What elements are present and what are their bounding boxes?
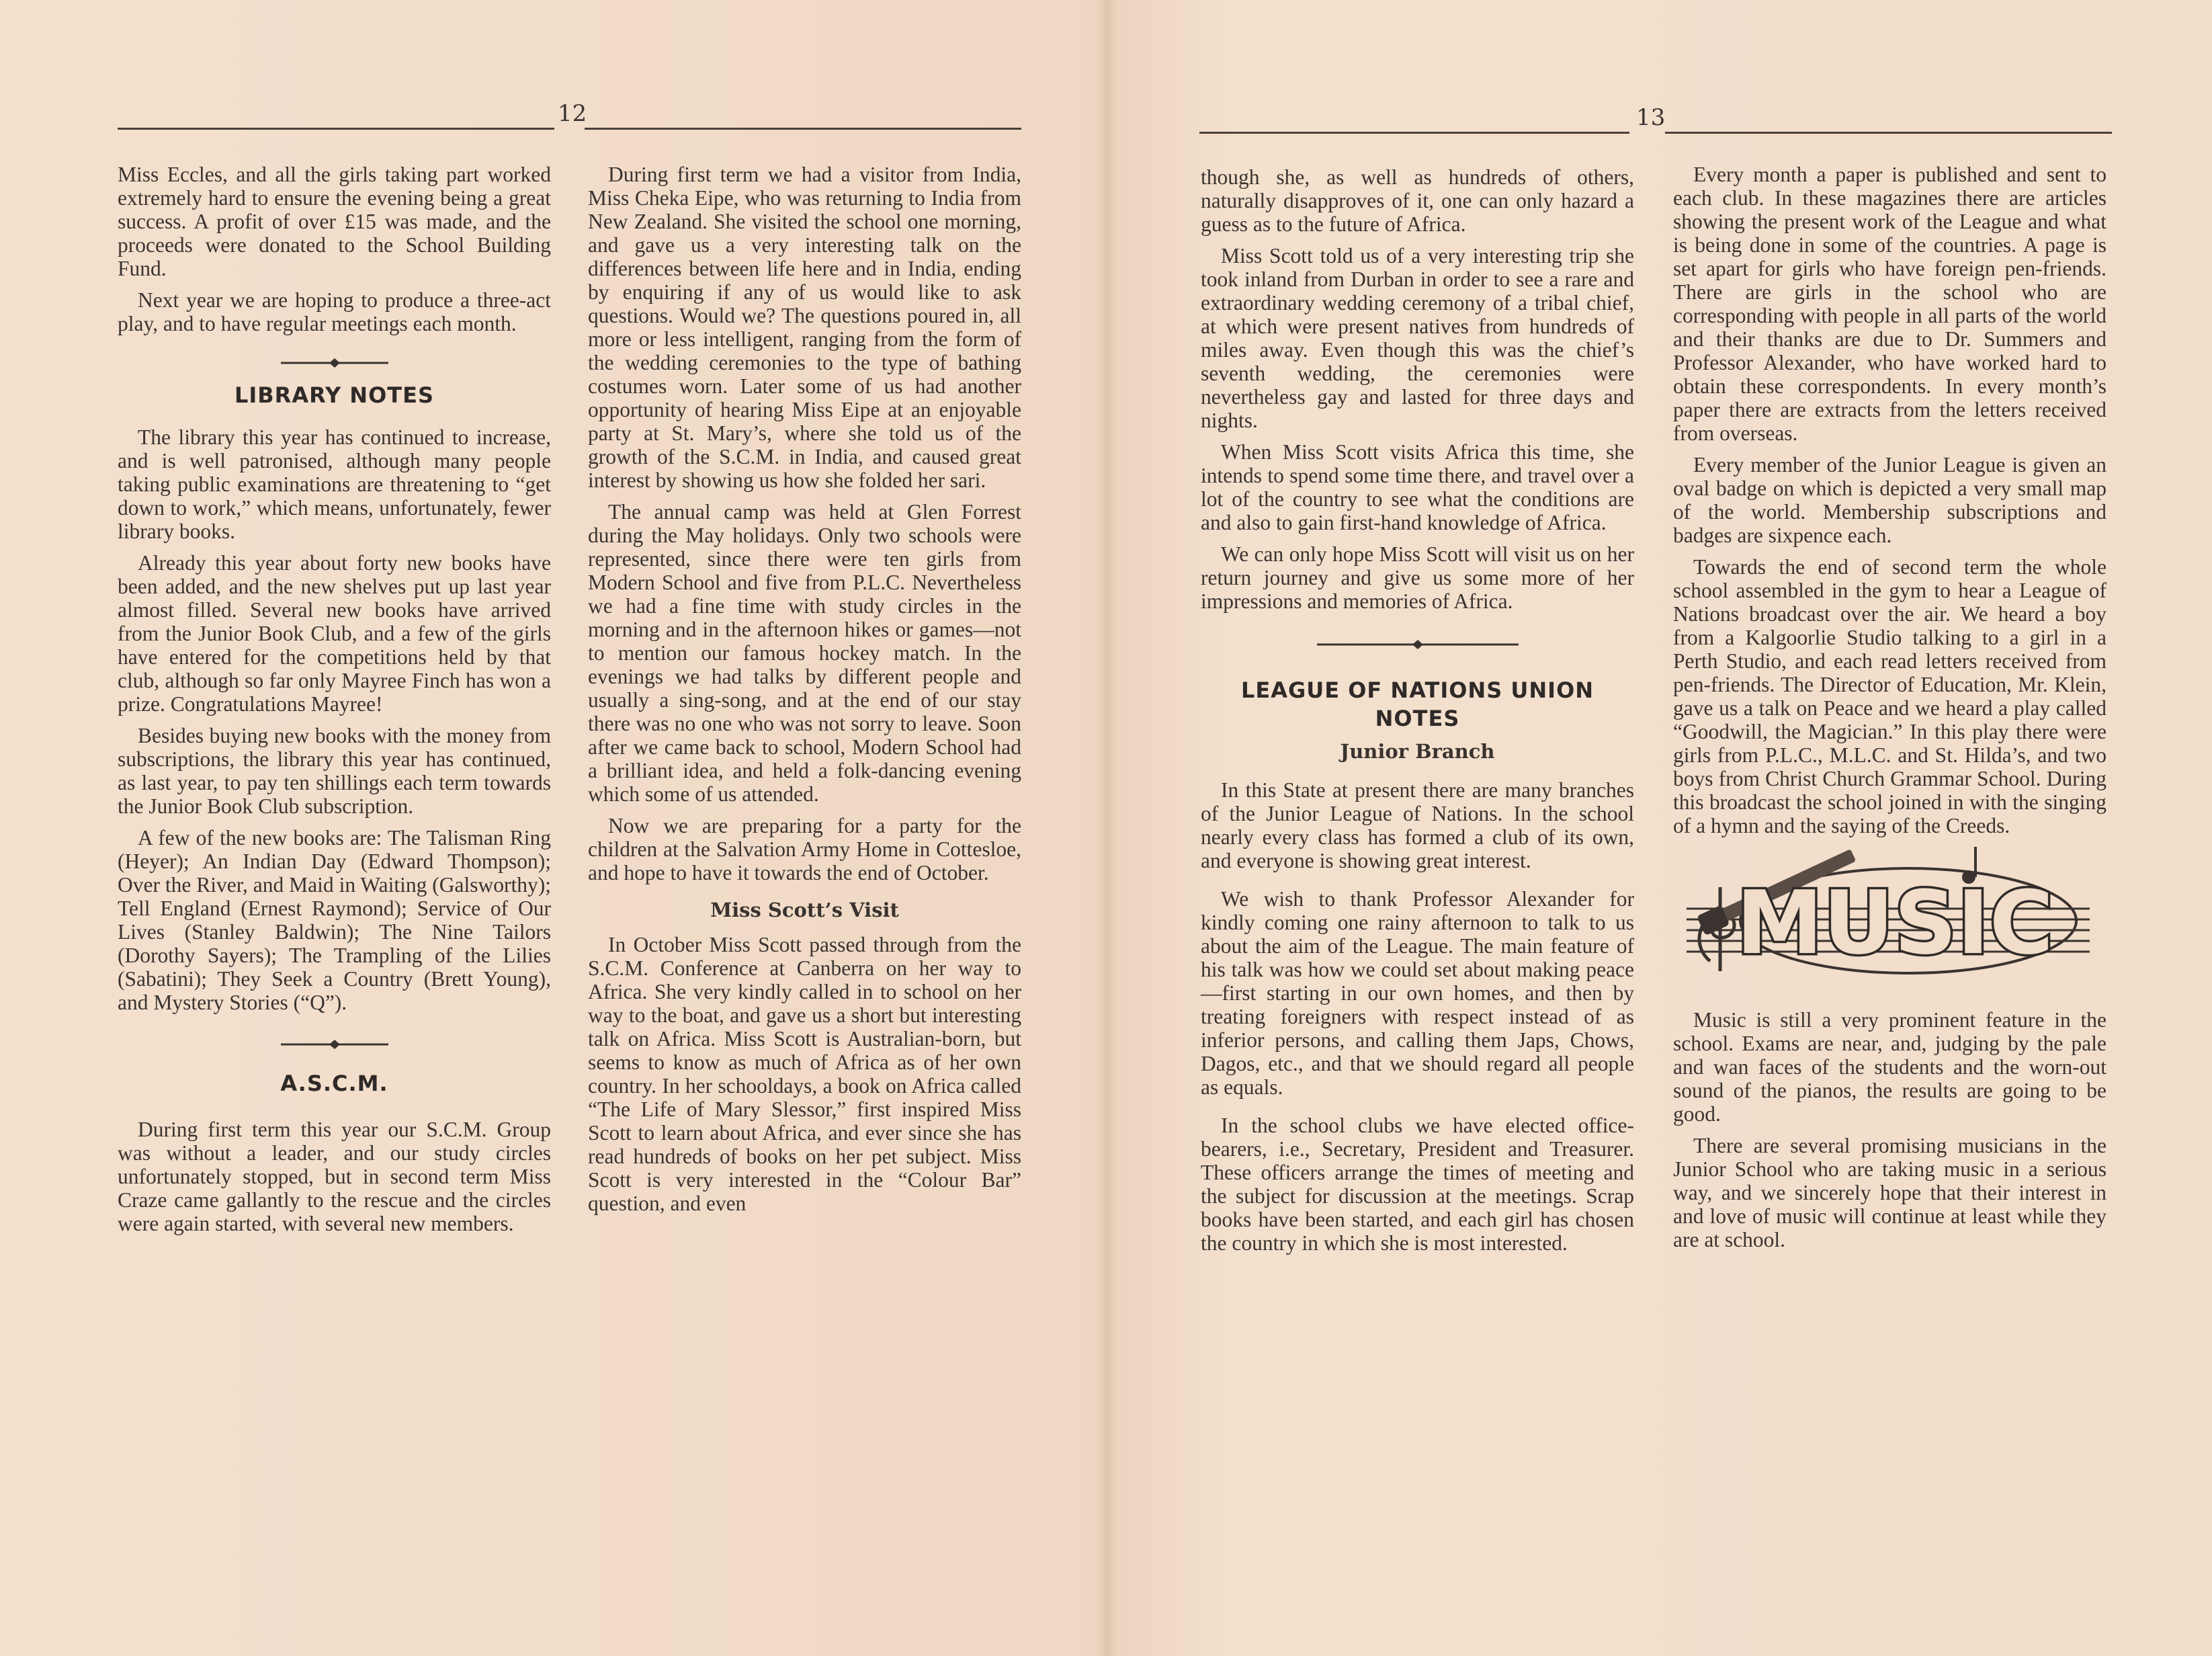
paragraph: Music is still a very prominent feature in the school. Exams are near, and, judging by the pale and wan faces of the students and the worn-out sound of the pianos, the results are going to be good.: [1673, 1008, 2107, 1126]
section-divider: [118, 358, 551, 368]
column-3: [1201, 165, 1634, 1263]
music-logo: [1673, 847, 2107, 981]
column-2: [588, 163, 1021, 1223]
league-heading-line-1: LEAGUE OF NATIONS UNION: [1240, 677, 1594, 703]
book-gutter: [1094, 0, 1118, 1656]
paragraph: There are several promising musicians in the Junior School who are taking music in a serious way, and we sincerely hope that their interest in and love of music will continue at least while they are at school.: [1673, 1134, 2107, 1251]
header-rule-right-b: [1665, 132, 2112, 134]
paragraph: Towards the end of second term the whole school assembled in the gym to hear a League of Nations broadcast over the air. We heard a boy from a Kalgoorlie Studio talking to a girl in a Perth Studio, and each read letters received from pen-friends. The Director of Education, Mr. Klein, gave us a talk on Peace and we heard a play called “Goodwill, the Magician.” In this play there were girls from P.L.C., M.L.C. and St. Hilda’s, and two boys from Christ Church Grammar School. During this broadcast the school joined in with the singing of a hymn and the saying of the Creeds.: [1673, 555, 2107, 837]
section-divider: [1201, 640, 1634, 649]
page-number-left: 12: [558, 100, 587, 127]
paragraph: Every member of the Junior League is given an oval badge on which is depicted a very small map of the world. Membership subscriptions and badges are sixpence each.: [1673, 453, 2107, 547]
league-heading-line-2: NOTES: [1375, 706, 1460, 731]
league-of-nations-heading: [1201, 676, 1634, 733]
paragraph: Besides buying new books with the money from subscriptions, the library this year has continued, as last year, to pay ten shillings each term towards the Junior Book Club subscription.: [118, 724, 551, 818]
header-rule-left-a: [118, 128, 554, 130]
column-1: [118, 163, 551, 1243]
page-number-right: 13: [1636, 104, 1666, 131]
paragraph: Now we are preparing for a party for the children at the Salvation Army Home in Cottesloe, and hope to have it towards the end of October.: [588, 814, 1021, 884]
paragraph: A few of the new books are: The Talisman Ring (Heyer); An Indian Day (Edward Thompson); Over the River, and Maid in Waiting (Galsworthy); Tell England (Ernest Raymond); Service of Our Lives (Stanley Baldwin); The Nine Tailors (Dorothy Sayers); The Trampling of the Lilies (Sabatini); They Seek a Country (Brett Young), and Mystery Stories (“Q”).: [118, 826, 551, 1014]
junior-branch-heading: Junior Branch: [1340, 740, 1495, 763]
paragraph: During first term this year our S.C.M. Group was without a leader, and our study circles unfortunately stopped, but in second term Miss Craze came gallantly to the rescue and the circles were again started, with several new members.: [118, 1118, 551, 1235]
header-rule-right-a: [1199, 132, 1629, 134]
paragraph: Miss Scott told us of a very interesting trip she took inland from Durban in order to see a rare and extraordinary wedding ceremony of a tribal chief, at which were present natives from hundreds of miles away. Even though this was the chief’s seventh wedding, the ceremonies were nevertheless gay and lasted for three days and nights.: [1201, 244, 1634, 432]
paragraph: though she, as well as hundreds of others, naturally disapproves of it, one can only hazard a guess as to the future of Africa.: [1201, 165, 1634, 236]
paragraph: In the school clubs we have elected office-bearers, i.e., Secretary, President and Treasurer. These officers arrange the times of meeting and the subject for discussion at the meetings. Scrap books have been started, and each girl has chosen the country in which she is most interested.: [1201, 1114, 1634, 1255]
paragraph: Every month a paper is published and sent to each club. In these magazines there are articles showing the present work of the League and what is being done in some of the countries. A page is set apart for girls who have foreign pen-friends. There are girls in the school who are corresponding with people in all parts of the world and their thanks are due to Dr. Summers and Professor Alexander, who have worked hard to obtain these correspondents. In every month’s paper there are extracts from the letters received from overseas.: [1673, 163, 2107, 445]
paragraph: In October Miss Scott passed through from the S.C.M. Conference at Canberra on her way to Africa. She very kindly called in to school on her way to the boat, and gave us a short but interesting talk on Africa. Miss Scott is Australian-born, but seems to know as much of Africa as of her own country. In her schooldays, a book on Africa called “The Life of Mary Slessor,” first inspired Miss Scott to learn about Africa, and ever since she has read hundreds of books on her pet subject. Miss Scott is very interested in the “Colour Bar” question, and even: [588, 933, 1021, 1215]
paragraph: The library this year has continued to increase, and is well patronised, although many people taking public examinations are threatening to “get down to work,” which means, unfortunately, fewer library books.: [118, 425, 551, 543]
music-logo-text: MUSIC: [1736, 872, 2054, 974]
header-rule-left-b: [585, 128, 1021, 130]
paragraph: Miss Eccles, and all the girls taking part worked extremely hard to ensure the evening being a great success. A profit of over £15 was made, and the proceeds were donated to the School Building Fund.: [118, 163, 551, 280]
library-notes-heading: LIBRARY NOTES: [234, 382, 434, 408]
section-divider: [118, 1040, 551, 1049]
paragraph: We can only hope Miss Scott will visit us on her return journey and give us some more of her impressions and memories of Africa.: [1201, 542, 1634, 613]
paragraph: In this State at present there are many branches of the Junior League of Nations. In the school nearly every class has formed a club of its own, and everyone is showing great interest.: [1201, 778, 1634, 872]
ascm-heading: A.S.C.M.: [280, 1071, 388, 1096]
paragraph: Already this year about forty new books have been added, and the new shelves put up last year almost filled. Several new books have arrived from the Junior Book Club, and a few of the girls have entered for the competitions held by that club, although so far only Mayree Finch has won a prize. Congratulations Mayree!: [118, 551, 551, 716]
paragraph: We wish to thank Professor Alexander for kindly coming one rainy afternoon to talk to us about the aim of the League. The main feature of his talk was how we could set about making peace—first starting in our own homes, and then by treating foreigners with respect instead of as inferior persons, and calling them Japs, Chows, Dagos, etc., and that we should regard all people as equals.: [1201, 887, 1634, 1099]
paragraph: Next year we are hoping to produce a three-act play, and to have regular meetings each month.: [118, 288, 551, 335]
column-4: [1673, 163, 2107, 1259]
miss-scotts-visit-heading: Miss Scott’s Visit: [710, 899, 899, 921]
paragraph: During first term we had a visitor from India, Miss Cheka Eipe, who was returning to India from New Zealand. She visited the school one morning, and gave us a very interesting talk on the differences between life here and in India, ending by enquiring if any of us would like to ask questions. Would we? The questions poured in, all more or less intelligent, ranging from the form of the wedding ceremonies to the type of bathing costumes worn. Later some of us had another opportunity of hearing Miss Eipe at an enjoyable party at St. Mary’s, where she told us of the growth of the S.C.M. in India, and caused great interest by showing us how she folded her sari.: [588, 163, 1021, 492]
paragraph: When Miss Scott visits Africa this time, she intends to spend some time there, and travel over a lot of the country to see what the conditions are and also to gain first-hand knowledge of Africa.: [1201, 440, 1634, 534]
paragraph: The annual camp was held at Glen Forrest during the May holidays. Only two schools were represented, since there were ten girls from Modern School and five from P.L.C. Nevertheless we had a fine time with study circles in the morning and in the afternoon hikes or games—not to mention our famous hockey match. In the evenings we had talks by different people and usually a sing-song, and at the end of our stay there was no one who was not sorry to leave. Soon after we came back to school, Modern School had a brilliant idea, and held a folk-dancing evening which some of us attended.: [588, 500, 1021, 806]
